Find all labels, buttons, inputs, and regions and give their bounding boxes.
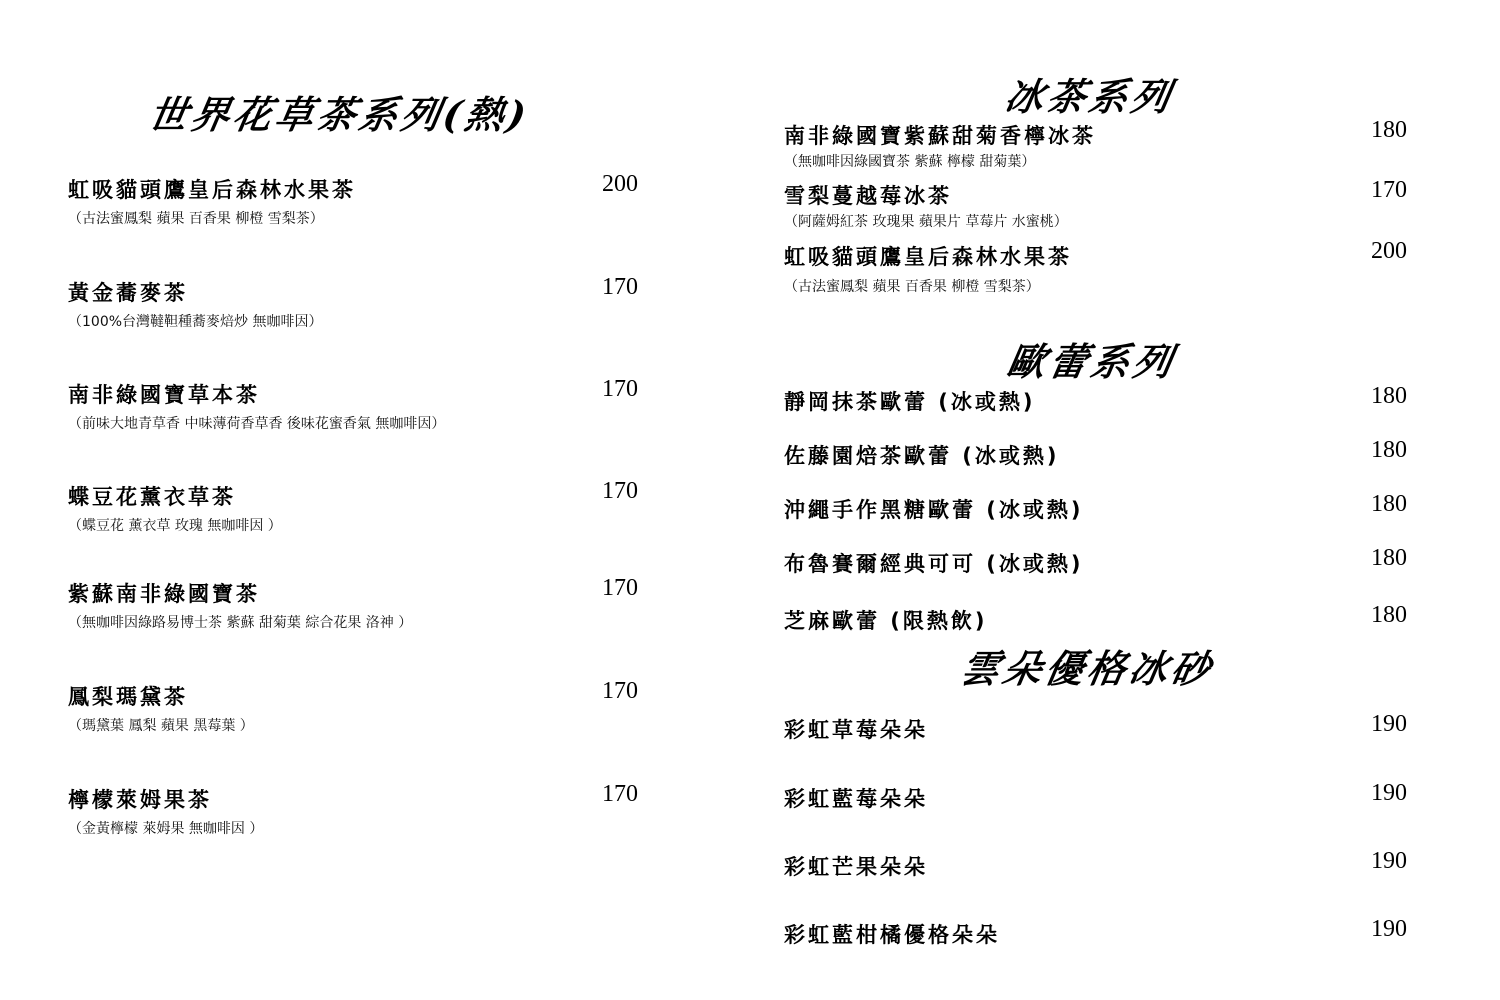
- item-name: 南非綠國寶草本茶: [68, 383, 260, 407]
- item-name: 雪梨蔓越莓冰茶: [784, 184, 952, 208]
- item-name: 彩虹藍莓朵朵: [784, 787, 928, 811]
- item-price: 170: [602, 678, 638, 704]
- item-price: 190: [1371, 848, 1407, 874]
- item-price: 170: [602, 575, 638, 601]
- item-price: 180: [1371, 117, 1407, 143]
- item-price: 180: [1371, 602, 1407, 628]
- item-price: 190: [1371, 916, 1407, 942]
- item-description: （阿薩姆紅茶 玫瑰果 蘋果片 草莓片 水蜜桃）: [784, 214, 1068, 230]
- item-name: 彩虹芒果朵朵: [784, 855, 928, 879]
- item-description: （金黃檸檬 萊姆果 無咖啡因 ）: [68, 821, 264, 837]
- item-name: 蝶豆花薰衣草茶: [68, 485, 236, 509]
- item-name: 檸檬萊姆果茶: [68, 788, 212, 812]
- item-price: 170: [602, 781, 638, 807]
- item-name: 芝麻歐蕾 (限熱飲): [784, 609, 988, 633]
- item-description: （蝶豆花 薰衣草 玫瑰 無咖啡因 ）: [68, 518, 282, 534]
- yogurt-smoothie-title: 雲朵優格冰砂: [957, 646, 1218, 691]
- item-price: 190: [1371, 711, 1407, 737]
- item-name: 虹吸貓頭鷹皇后森林水果茶: [784, 245, 1072, 269]
- item-name: 虹吸貓頭鷹皇后森林水果茶: [68, 178, 356, 202]
- item-name: 彩虹草莓朵朵: [784, 718, 928, 742]
- item-price: 180: [1371, 437, 1407, 463]
- item-name: 靜岡抹茶歐蕾 (冰或熱): [784, 390, 1036, 414]
- item-price: 200: [1371, 238, 1407, 264]
- item-price: 170: [602, 376, 638, 402]
- item-price: 190: [1371, 780, 1407, 806]
- item-price: 180: [1371, 383, 1407, 409]
- item-description: （古法蜜鳳梨 蘋果 百香果 柳橙 雪梨茶）: [68, 211, 324, 227]
- item-name: 紫蘇南非綠國寶茶: [68, 582, 260, 606]
- item-price: 180: [1371, 491, 1407, 517]
- item-name: 彩虹藍柑橘優格朵朵: [784, 923, 1000, 947]
- item-description: （無咖啡因綠路易博士茶 紫蘇 甜菊葉 綜合花果 洛神 ）: [68, 615, 413, 631]
- item-name: 鳳梨瑪黛茶: [68, 685, 188, 709]
- item-description: （古法蜜鳳梨 蘋果 百香果 柳橙 雪梨茶）: [784, 279, 1040, 295]
- item-price: 170: [1371, 177, 1407, 203]
- item-name: 布魯賽爾經典可可 (冰或熱): [784, 552, 1084, 576]
- item-name: 沖繩手作黑糖歐蕾 (冰或熱): [784, 498, 1084, 522]
- iced-tea-title: 冰茶系列: [1001, 74, 1178, 119]
- item-price: 170: [602, 478, 638, 504]
- item-description: （無咖啡因綠國寶茶 紫蘇 檸檬 甜菊葉）: [784, 154, 1036, 170]
- item-price: 180: [1371, 545, 1407, 571]
- item-price: 200: [602, 171, 638, 197]
- item-name: 佐藤園焙茶歐蕾 (冰或熱): [784, 444, 1060, 468]
- hot-herbal-tea-title: 世界花草茶系列(熱): [145, 92, 534, 137]
- item-description: （前味大地青草香 中味薄荷香草香 後味花蜜香氣 無咖啡因）: [68, 416, 446, 432]
- item-description: （瑪黛葉 鳳梨 蘋果 黑莓葉 ）: [68, 718, 254, 734]
- item-name: 南非綠國寶紫蘇甜菊香檸冰茶: [784, 124, 1096, 148]
- latte-title: 歐蕾系列: [1003, 339, 1180, 384]
- item-price: 170: [602, 274, 638, 300]
- item-description: （100%台灣韃靼種蕎麥焙炒 無咖啡因）: [68, 314, 323, 330]
- item-name: 黃金蕎麥茶: [68, 281, 188, 305]
